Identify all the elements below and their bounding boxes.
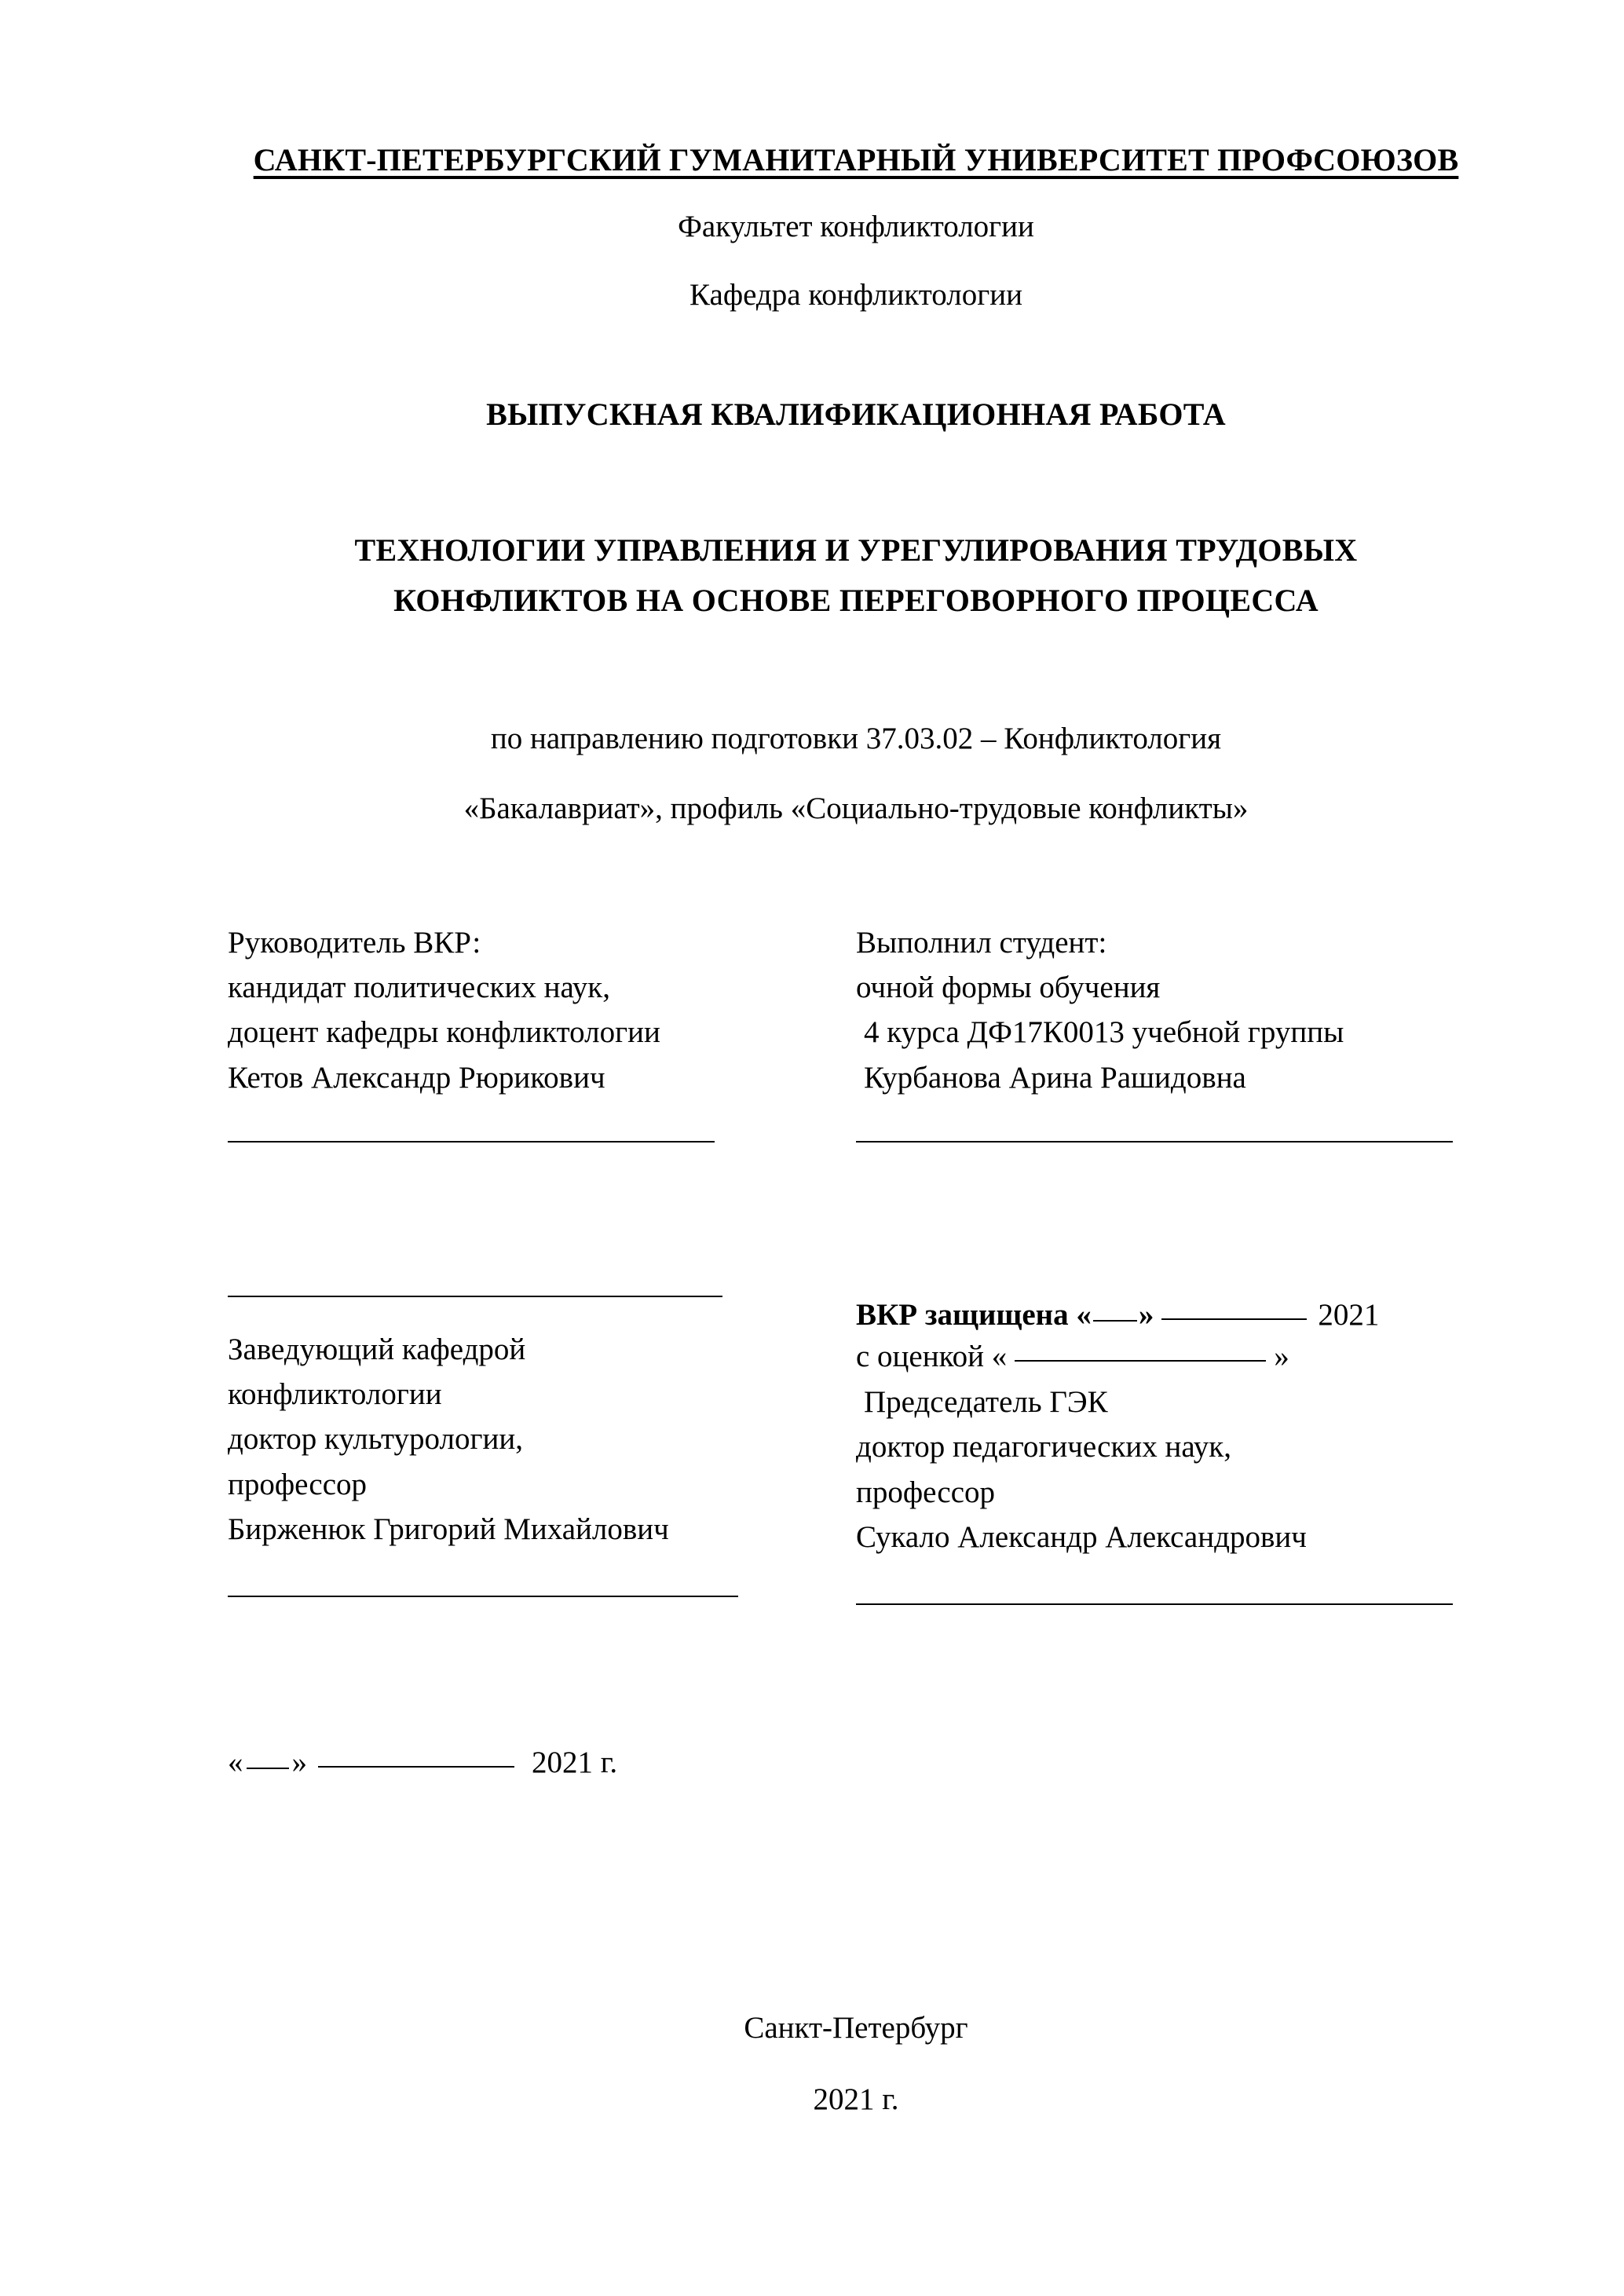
- head-of-department-line-2: конфликтологии: [228, 1377, 442, 1412]
- grade-prefix: с оценкой «: [856, 1340, 1008, 1374]
- date-year: 2021 г.: [532, 1745, 618, 1779]
- supervisor-signature-line: [228, 1141, 715, 1143]
- supervisor-name: Кетов Александр Рюрикович: [228, 1060, 605, 1095]
- commission-block: [856, 1296, 1484, 1606]
- program-direction: по направлению подготовки 37.03.02 – Конфликтология: [490, 722, 1222, 756]
- department-name: Кафедра конфликтологии: [689, 277, 1022, 312]
- head-of-department-line-1: Заведующий кафедрой: [228, 1332, 526, 1366]
- page-title: [228, 525, 1484, 627]
- document-date-row: [228, 1745, 1484, 1780]
- footer-city: Санкт-Петербург: [744, 2011, 968, 2045]
- work-type-heading: ВЫПУСКНАЯ КВАЛИФИКАЦИОННАЯ РАБОТА: [486, 396, 1226, 432]
- defense-year: 2021: [1318, 1297, 1380, 1332]
- faculty-name: Факультет конфликтологии: [678, 210, 1034, 243]
- student-role: Выполнил студент:: [856, 925, 1107, 960]
- student-name: Курбанова Арина Рашидовна: [864, 1060, 1246, 1095]
- defense-day-blank: [1093, 1320, 1137, 1322]
- head-of-department-block: [228, 1296, 809, 1598]
- program-profile: «Бакалавриат», профиль «Социально-трудовые конфликты»: [463, 791, 1249, 825]
- grade-row: [856, 1335, 1484, 1380]
- student-signature-line: [856, 1141, 1453, 1143]
- defense-month-blank: [1161, 1318, 1307, 1320]
- defense-date-row: [856, 1296, 1484, 1336]
- university-name: САНКТ-ПЕТЕРБУРГСКИЙ ГУМАНИТАРНЫЙ УНИВЕРСИТЕТ ПРОФСОЮЗОВ: [253, 142, 1459, 177]
- date-quote-open: «: [228, 1745, 243, 1779]
- head-of-department-signature-line: [228, 1596, 738, 1597]
- grade-suffix: »: [1274, 1340, 1289, 1374]
- defended-prefix: ВКР защищена «: [856, 1297, 1092, 1332]
- signature-block-top: [228, 920, 1484, 1211]
- date-month-blank: [318, 1766, 514, 1768]
- head-of-department-name: Бирженюк Григорий Михайлович: [228, 1512, 669, 1547]
- document-footer: [228, 2010, 1484, 2119]
- defended-middle: »: [1138, 1297, 1154, 1332]
- footer-year: 2021 г.: [813, 2082, 899, 2116]
- title-line-1: ТЕХНОЛОГИИ УПРАВЛЕНИЯ И УРЕГУЛИРОВАНИЯ ТРУДОВЫХ: [354, 532, 1358, 568]
- title-line-2: КОНФЛИКТОВ НА ОСНОВЕ ПЕРЕГОВОРНОГО ПРОЦЕССА: [393, 583, 1319, 619]
- head-of-department-degree: доктор культурологии,: [228, 1422, 523, 1457]
- supervisor-position: доцент кафедры конфликтологии: [228, 1015, 660, 1050]
- student-block: [856, 920, 1484, 1143]
- supervisor-role: Руководитель ВКР:: [228, 925, 481, 960]
- chair-signature-line: [856, 1603, 1453, 1605]
- grade-blank: [1015, 1360, 1266, 1362]
- student-group: 4 курса ДФ17К0013 учебной группы: [864, 1015, 1344, 1050]
- chair-rank: профессор: [856, 1475, 996, 1509]
- head-of-department-rank: профессор: [228, 1467, 368, 1501]
- date-quote-close: »: [291, 1745, 307, 1779]
- chair-degree: доктор педагогических наук,: [856, 1430, 1231, 1464]
- student-form: очной формы обучения: [856, 971, 1161, 1005]
- chair-name: Сукало Александр Александрович: [856, 1520, 1307, 1554]
- supervisor-block: [228, 920, 809, 1143]
- date-day-blank: [247, 1768, 289, 1769]
- signature-block-bottom: [228, 1296, 1484, 1688]
- title-page-content: [228, 141, 1484, 1780]
- chair-title: Председатель ГЭК: [864, 1385, 1108, 1420]
- supervisor-degree: кандидат политических наук,: [228, 971, 610, 1005]
